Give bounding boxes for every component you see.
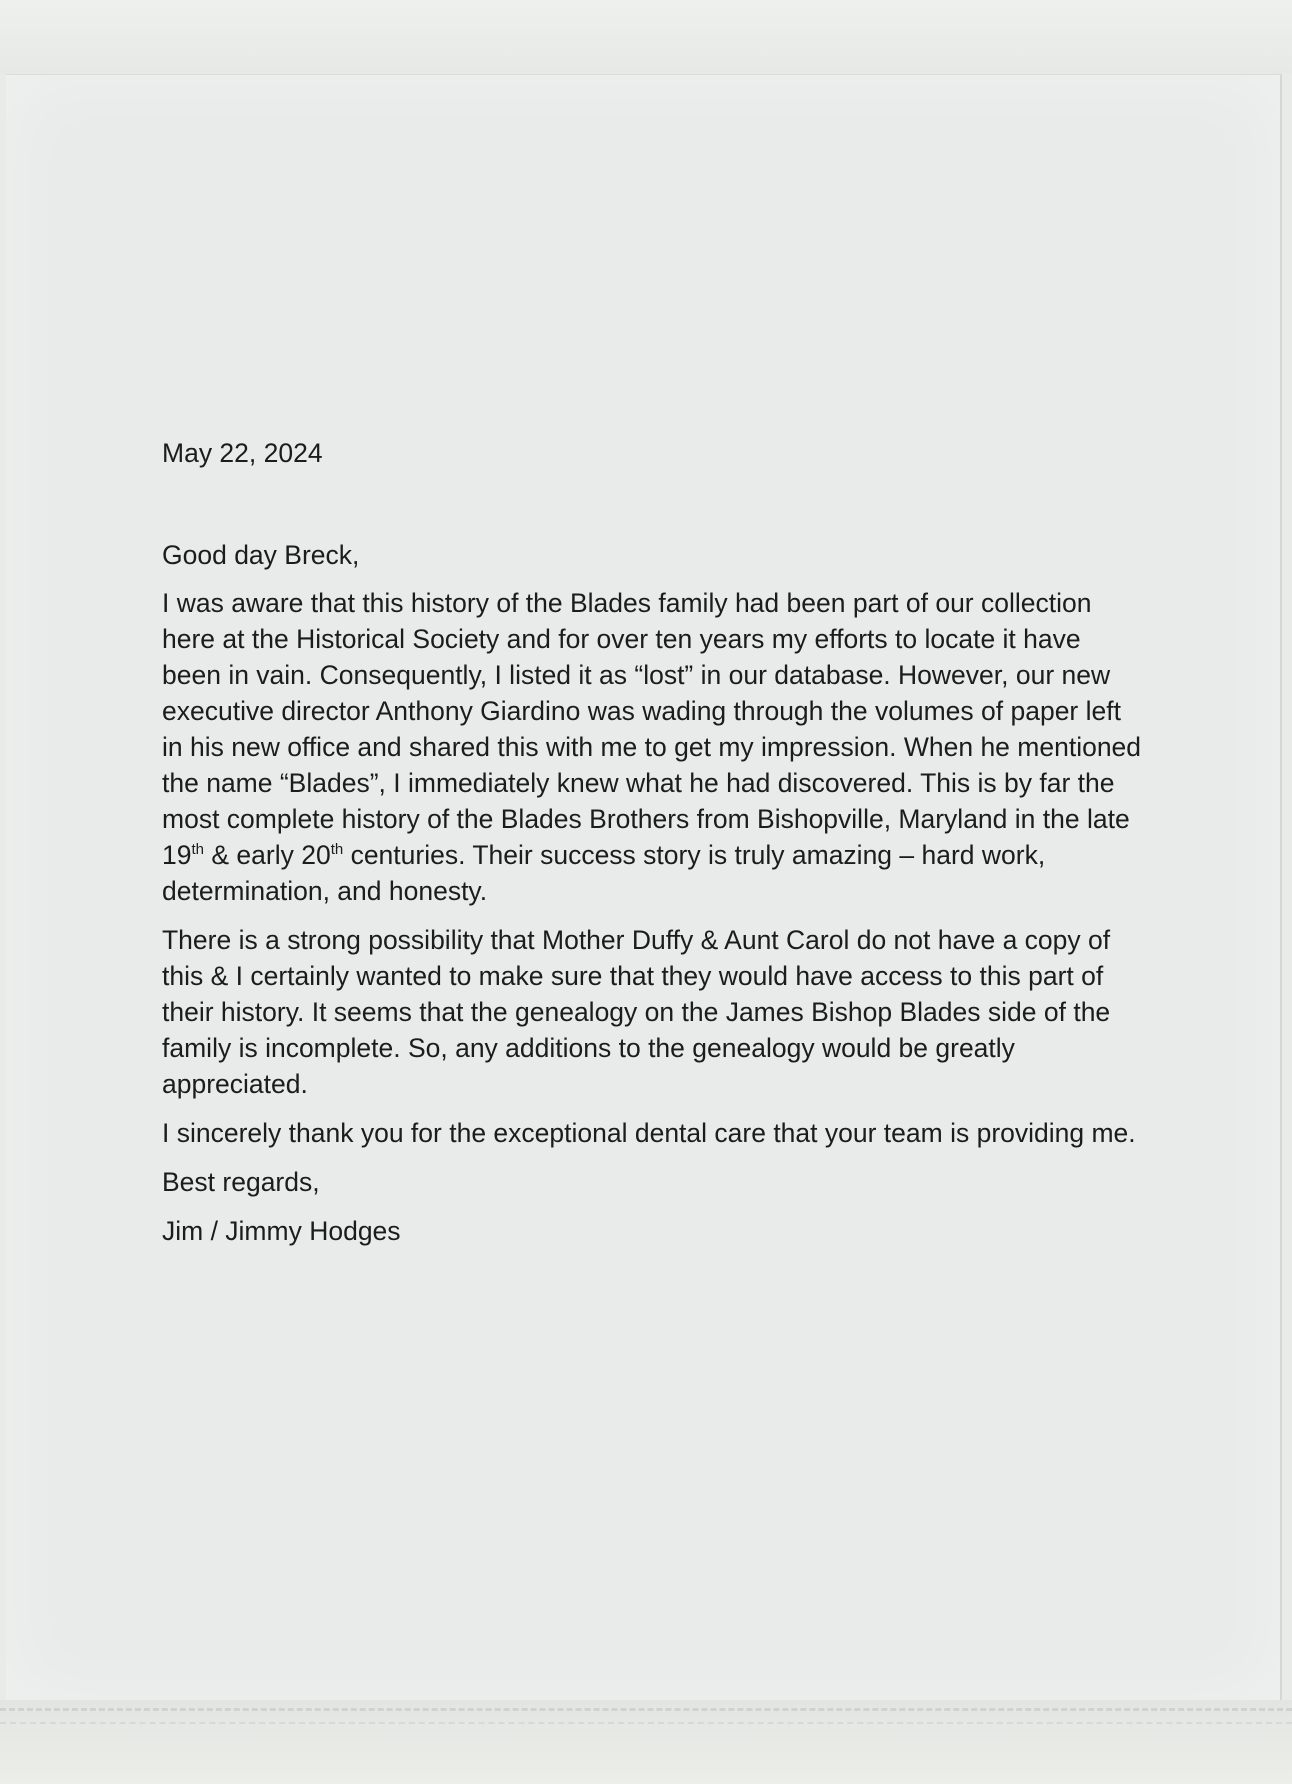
letter-closing: Best regards, <box>162 1167 320 1197</box>
letter-date: May 22, 2024 <box>162 438 323 468</box>
paragraph-1-part-1: I was aware that this history of the Blades family had been part of our collection here at the Historical Society and for over ten years my efforts to locate it have been in vain. Consequently, I listed it as “lost” in our database. However, our new executive director Anthony Giardino was wading through the volumes of paper left in his new office and shared this with me to get my impression. When he mentioned the name “Blades”, I immediately knew what he had discovered. This is by far the most complete history of the Blades Brothers from Bishopville, Maryland in the late 19 <box>162 588 1142 870</box>
perforation-line-secondary <box>0 1722 1292 1724</box>
paragraph-3: I sincerely thank you for the exceptional dental care that your team is providing me. <box>162 1118 1136 1148</box>
paragraph-2: There is a strong possibility that Mother Duffy & Aunt Carol do not have a copy of this & I certainly wanted to make sure that they would have access to this part of their history. It seems that the genealogy on the James Bishop Blades side of the family is incomplete. So, any additions to the genealogy would be greatly appreciated. <box>162 925 1111 1099</box>
perforation-line <box>0 1708 1292 1711</box>
letter-greeting: Good day Breck, <box>162 540 360 570</box>
paragraph-1-part-3: centuries. Their success story is truly amazing – hard work, determination, and honesty. <box>162 840 1046 906</box>
paragraph-1 <box>162 585 1142 909</box>
letter-signature: Jim / Jimmy Hodges <box>162 1216 401 1246</box>
paragraph-1-part-2: & early 20 <box>204 840 331 870</box>
superscript-th-1: th <box>191 841 204 858</box>
scan-background-top <box>0 0 1292 74</box>
superscript-th-2: th <box>330 841 344 858</box>
letter-body <box>162 435 1142 1249</box>
scan-background-bottom <box>0 1700 1292 1784</box>
